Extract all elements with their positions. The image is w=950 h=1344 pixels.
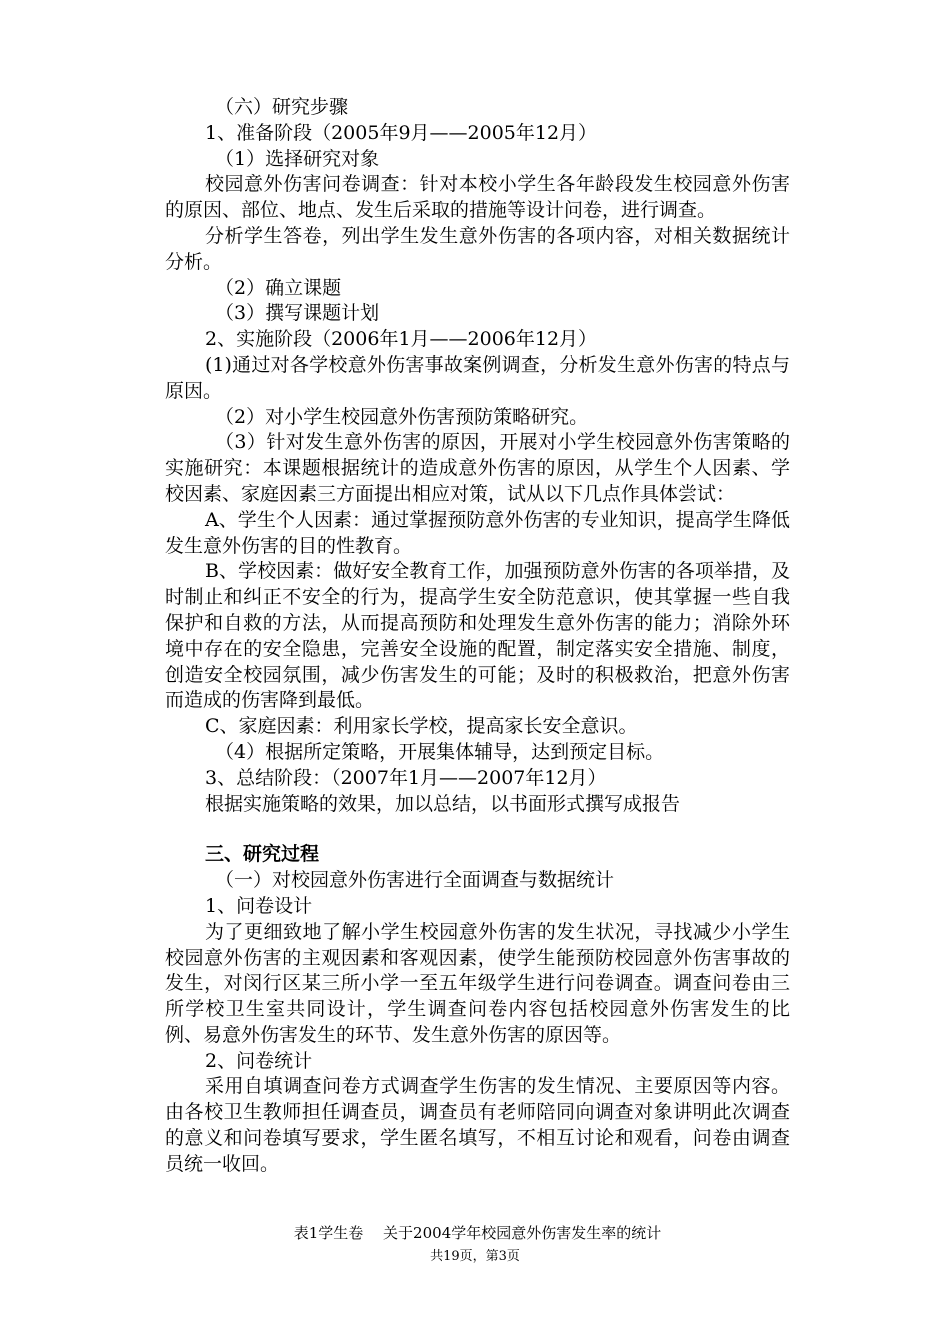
document-body xyxy=(165,95,790,1178)
step-group-counseling: （4）根据所定策略，开展集体辅导，达到预定目标。 xyxy=(215,740,665,763)
factor-school: B、学校因素：做好安全教育工作，加强预防意外伤害的各项举措，及时制止和纠正不安全的行为，提高学生安全防范意识，使其掌握一些自我保护和自救的方法，从而提高预防和处理发生意外伤害的能力；消除外环境中存在的安全隐患，完善安全设施的配置，制定落实安全措施、制度，创造安全校园氛围，减少伤害发生的可能；及时的积极救治，把意外伤害而造成的伤害降到最低。 xyxy=(165,560,790,712)
page-footer: 共19页，第3页 xyxy=(430,1249,520,1264)
section-heading-research-steps: （六）研究步骤 xyxy=(215,96,349,118)
step-prevention-research: （2）对小学生校园意外伤害预防策略研究。 xyxy=(215,405,589,428)
stage-heading-summary: 3、总结阶段：（2007年1月——2007年12月） xyxy=(205,766,607,789)
paragraph-questionnaire-design: 为了更细致地了解小学生校园意外伤害的发生状况，寻找减少小学生校园意外伤害的主观因素和客观因素，使学生能预防校园意外伤害事故的发生，对闵行区某三所小学一至五年级学生进行问卷调查。调查问卷由三所学校卫生室共同设计，学生调查问卷内容包括校园意外伤害发生的比例、易意外伤害发生的环节、发生意外伤害的原因等。 xyxy=(165,920,790,1046)
paragraph-report: 根据实施策略的效果，加以总结，以书面形式撰写成报告 xyxy=(205,792,681,815)
subsection-heading-survey: （一）对校园意外伤害进行全面调查与数据统计 xyxy=(215,869,615,892)
paragraph-analysis: 分析学生答卷，列出学生发生意外伤害的各项内容，对相关数据统计分析。 xyxy=(165,224,790,273)
paragraph-questionnaire-statistics: 采用自填调查问卷方式调查学生伤害的发生情况、主要原因等内容。由各校卫生教师担任调查员，调查员有老师陪同向调查对象讲明此次调查的意义和问卷填写要求，学生匿名填写，不相互讨论和观看，问卷由调查员统一收回。 xyxy=(165,1075,790,1175)
step-strategy-implementation: （3）针对发生意外伤害的原因，开展对小学生校园意外伤害策略的实施研究：本课题根据统计的造成意外伤害的原因，从学生个人因素、学校因素、家庭因素三方面提出相应对策，试从以下几点作具体尝试： xyxy=(165,431,790,505)
factor-personal: A、学生个人因素：通过掌握预防意外伤害的专业知识，提高学生降低发生意外伤害的目的性教育。 xyxy=(165,508,790,557)
item-heading-questionnaire-design: 1、问卷设计 xyxy=(205,894,313,917)
table-caption: 表1学生卷 关于2004学年校园意外伤害发生率的统计 xyxy=(293,1224,662,1242)
stage-heading-implementation: 2、实施阶段（2006年1月——2006年12月） xyxy=(205,328,598,351)
section-heading-research-process: 三、研究过程 xyxy=(205,843,320,866)
step-confirm-topic: （2）确立课题 xyxy=(215,276,342,299)
step-select-subjects: （1）选择研究对象 xyxy=(215,147,380,170)
stage-heading-preparation: 1、准备阶段（2005年9月——2005年12月） xyxy=(205,121,598,144)
step-case-investigation: (1)通过对各学校意外伤害事故案例调查，分析发生意外伤害的特点与原因。 xyxy=(165,353,790,402)
item-heading-questionnaire-statistics: 2、问卷统计 xyxy=(205,1049,313,1072)
factor-family: C、家庭因素：利用家长学校，提高家长安全意识。 xyxy=(205,715,638,738)
step-write-plan: （3）撰写课题计划 xyxy=(215,302,380,325)
paragraph-questionnaire-survey: 校园意外伤害问卷调查：针对本校小学生各年龄段发生校园意外伤害的原因、部位、地点、发生后采取的措施等设计问卷，进行调查。 xyxy=(165,173,790,222)
